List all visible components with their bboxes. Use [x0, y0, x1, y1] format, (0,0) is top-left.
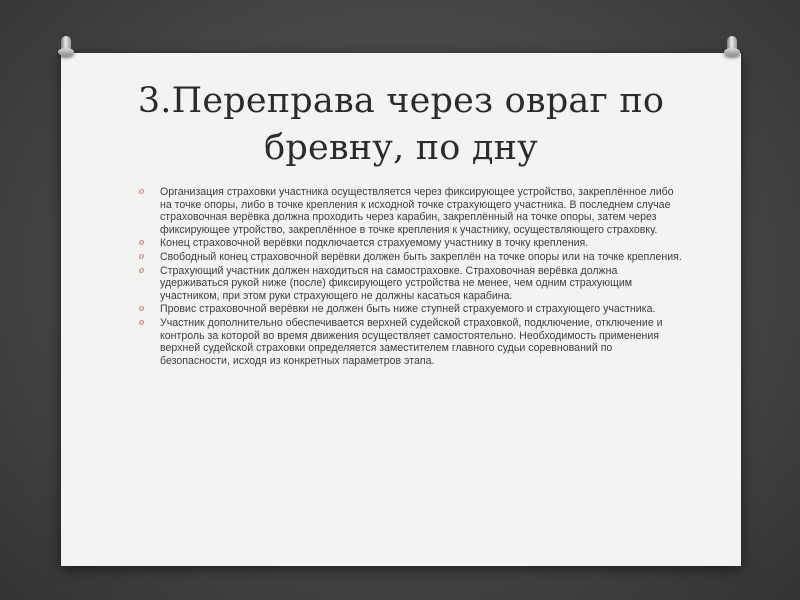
bullet-marker-icon: o — [139, 303, 144, 315]
bullet-text: Свободный конец страховочной верёвки должен быть закреплён на точке опоры или на точке крепления. — [160, 250, 682, 263]
bullet-marker-icon: o — [139, 250, 144, 262]
bullet-item — [137, 251, 685, 264]
bullet-marker-icon: o — [139, 316, 144, 328]
bullet-item — [137, 317, 685, 367]
pushpin-icon — [723, 36, 741, 56]
bullet-text: Провис страховочной верёвки не должен быть ниже ступней страхуемого и страхующего участника. — [160, 303, 656, 316]
bullet-text: Участник дополнительно обеспечивается верхней судейской страховкой, подключение, отключение и контроль за которой во время движения осуществляет самостоятельно. Необходимость применения верхней судейской страховки определяется заместителем главного судьи соревнований по безопасности, исходя из конкретных параметров этапа. — [160, 316, 663, 367]
bullet-item — [137, 186, 685, 236]
bullet-text: Конец страховочной верёвки подключается страхуемому участнику в точку крепления. — [160, 237, 589, 250]
bullet-list — [137, 186, 685, 368]
bullet-marker-icon: o — [139, 237, 144, 249]
bullet-item — [137, 303, 685, 316]
bullet-item — [137, 265, 685, 303]
bullet-marker-icon: o — [139, 186, 144, 197]
bullet-item — [137, 237, 685, 250]
slide-title: 3.Переправа через овраг по бревну, по дну — [137, 81, 665, 168]
bullet-text: Организация страховки участника осуществляется через фиксирующее устройство, закреплённое либо на точке опоры, либо в точке крепления к исходной точке страхующего участника. В последнем случае страховочная верёвка должна проходить через карабин, закреплённый на точке опоры, затем через фиксирующее утройство, закреплённое в точке крепления к участнику, осуществляющего страховку. — [160, 186, 674, 236]
bullet-marker-icon: o — [139, 264, 144, 276]
bullet-text: Страхующий участник должен находиться на самостраховке. Страховочная верёвка должна удерживаться рукой ниже (после) фиксирующего устройства не менее, чем одним страхующим участником, при этом руки страхующего не должны касаться карабина. — [160, 264, 633, 302]
pushpin-icon — [57, 36, 75, 56]
